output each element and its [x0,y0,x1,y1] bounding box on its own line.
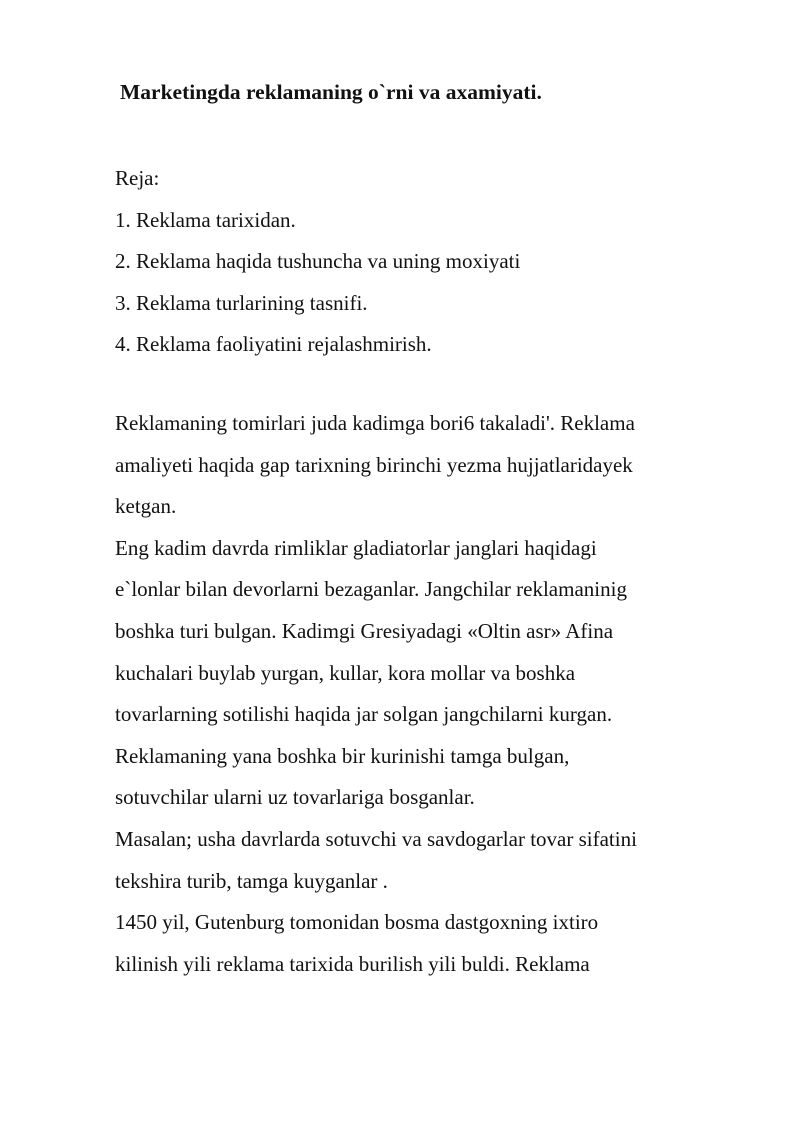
plan-item: 2. Reklama haqida tushuncha va uning moxiyati [115,249,521,274]
plan-heading: Reja: [115,166,160,190]
plan-item: 4. Reklama faoliyatini rejalashmirish. [115,332,432,357]
body-line: e`lonlar bilan devorlarni bezaganlar. Jangchilar reklamaninig [115,577,627,602]
body-line: boshka turi bulgan. Kadimgi Gresiyadagi «Oltin asr» Afina [115,618,614,643]
body-line: kilinish yili reklama tarixida burilish yili buldi. Reklama [115,951,590,976]
body-text [115,403,755,985]
body-line: ketgan. [115,494,177,519]
plan-item: 3. Reklama turlarining tasnifi. [115,290,368,315]
body-line: Reklamaning tomirlari juda kadimga bori6 takaladi'. Reklama [115,411,635,435]
body-line: tovarlarning sotilishi haqida jar solgan jangchilarni kurgan. [115,702,613,727]
body-line: sotuvchilar ularni uz tovarlariga bosganlar. [115,785,475,810]
body-line: Eng kadim davrda rimliklar gladiatorlar janglari haqidagi [115,535,597,560]
body-line: Reklamaning yana boshka bir kurinishi tamga bulgan, [115,743,570,768]
body-line: Masalan; usha davrlarda sotuvchi va savdogarlar tovar sifatini [115,826,637,851]
body-line: amaliyeti haqida gap tarixning birinchi yezma hujjatlaridayek [115,452,633,477]
plan-item: 1. Reklama tarixidan. [115,207,296,232]
plan-section [115,158,755,366]
body-line: kuchalari buylab yurgan, kullar, kora mollar va boshka [115,660,576,685]
body-line: 1450 yil, Gutenburg tomonidan bosma dastgoxning ixtiro [115,910,599,935]
document-title: Marketingda reklamaning o`rni va axamiyati. [120,80,542,104]
body-line: tekshira turib, tamga kuyganlar . [115,868,388,893]
